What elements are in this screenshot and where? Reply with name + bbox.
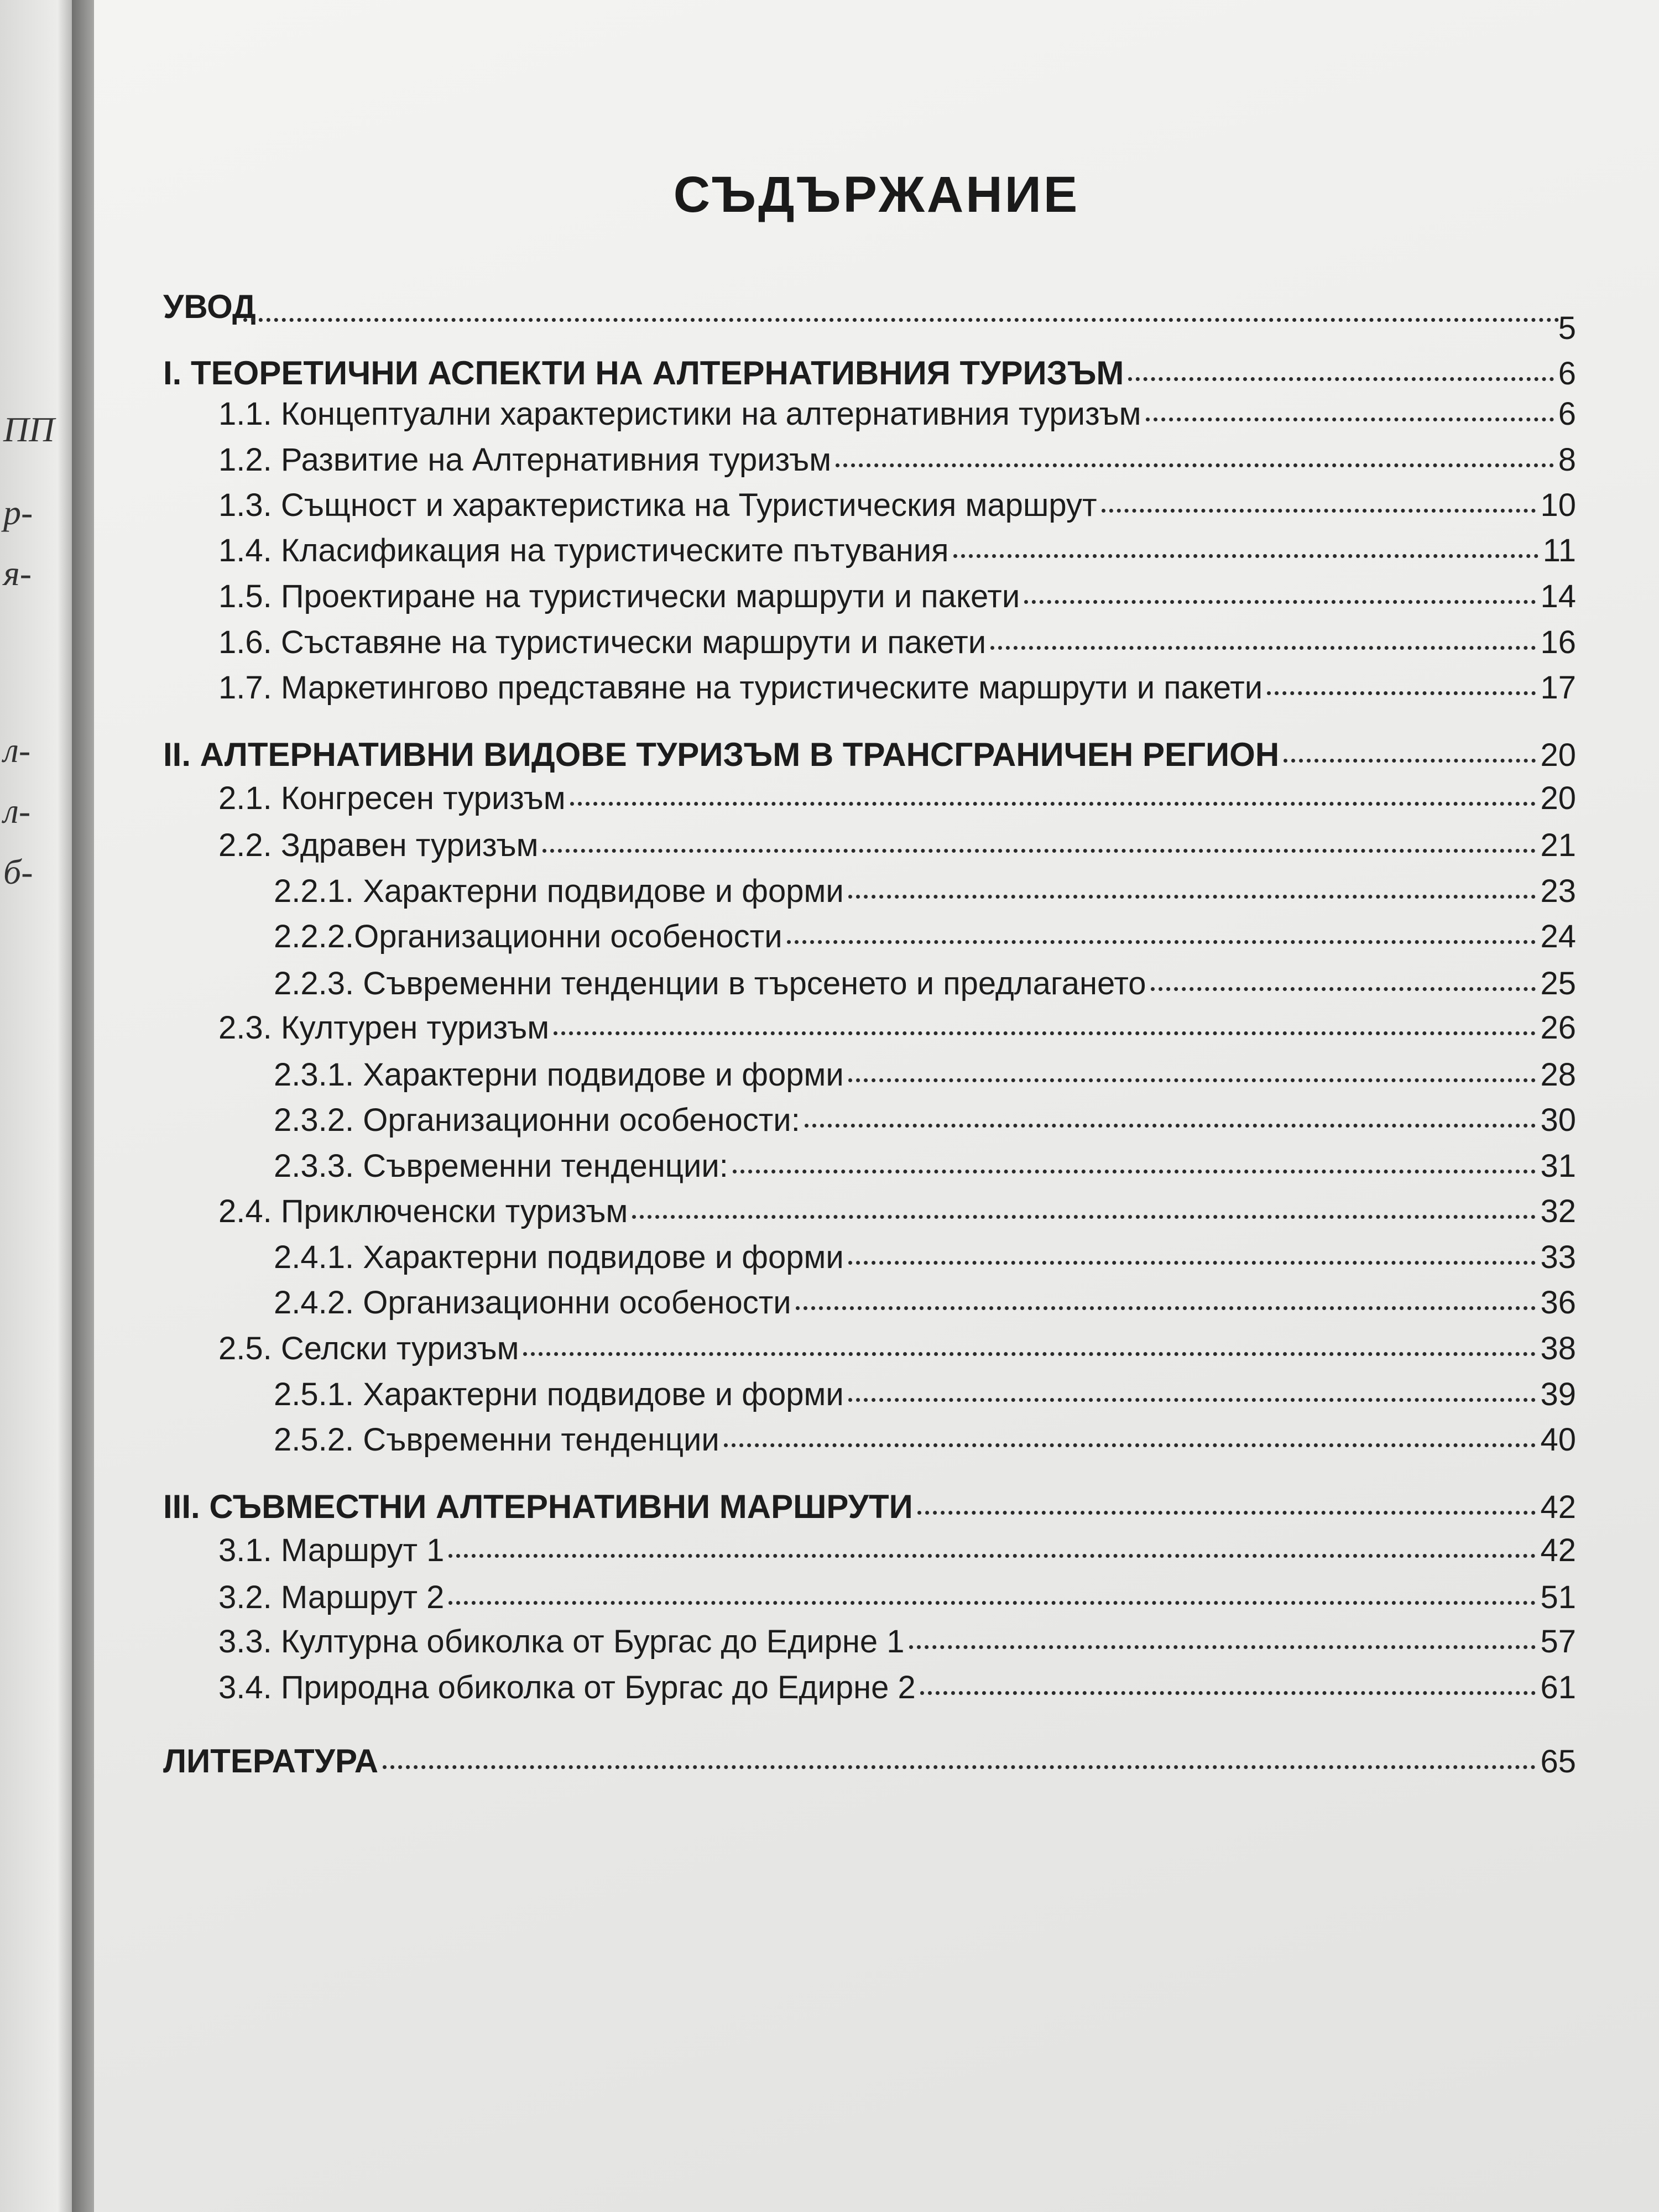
toc-entry: [218, 1330, 1576, 1367]
toc-entry: [218, 578, 1576, 615]
toc-entry-label: 2.2. Здравен туризъм: [218, 827, 539, 863]
toc-entry-page: 10: [1540, 487, 1576, 523]
toc-entry-page: 11: [1542, 533, 1576, 568]
toc-entry-page: 20: [1540, 780, 1576, 816]
toc-dot-leader: [848, 1261, 1536, 1265]
toc-dot-leader: [448, 1554, 1536, 1558]
toc-entry-label: 1.7. Маркетингово представяне на туристическите маршрути и пакети: [218, 670, 1263, 706]
toc-entry-label: 3.4. Природна обиколка от Бургас до Едирне 2: [218, 1670, 916, 1705]
toc-entry-label: 2.5.1. Характерни подвидове и форми: [274, 1376, 844, 1412]
toc-entry: [274, 918, 1576, 955]
facing-page-fragment: р-: [3, 493, 33, 532]
toc-entry-page: 28: [1540, 1057, 1576, 1093]
toc-entry-page: 31: [1540, 1148, 1576, 1184]
toc-entry: [218, 1009, 1576, 1046]
facing-page-fragment: л-: [3, 731, 31, 770]
toc-dot-leader: [848, 1398, 1536, 1402]
toc-entry-label: 3.3. Културна обиколка от Бургас до Едирне 1: [218, 1624, 905, 1660]
toc-dot-leader: [632, 1215, 1536, 1219]
toc-entry: [218, 532, 1576, 569]
facing-page-fragment: ПП: [3, 410, 55, 449]
toc-entry-label: 1.1. Концептуални характеристики на алтернативния туризъм: [218, 396, 1141, 432]
toc-entry-page: 17: [1540, 670, 1576, 706]
toc-dot-leader: [1128, 377, 1553, 381]
toc-entry-page: 8: [1558, 442, 1576, 478]
toc-dot-leader: [542, 849, 1536, 853]
toc-entry: [274, 1421, 1576, 1458]
toc-dot-leader: [917, 1511, 1536, 1515]
toc-entry: [218, 780, 1576, 817]
toc-entry-page: 61: [1540, 1670, 1576, 1705]
toc-entry-page: 16: [1540, 624, 1576, 660]
toc-dot-leader: [733, 1170, 1536, 1173]
toc-dot-leader: [383, 1765, 1536, 1769]
toc-entry: [274, 1056, 1576, 1093]
toc-dot-leader: [570, 802, 1536, 806]
toc-entry: [274, 1147, 1576, 1185]
toc-entry-page: 32: [1540, 1193, 1576, 1229]
toc-entry: [274, 1376, 1576, 1413]
toc-entry: [163, 1488, 1576, 1526]
toc-dot-leader: [448, 1601, 1536, 1605]
toc-entry-label: I. ТЕОРЕТИЧНИ АСПЕКТИ НА АЛТЕРНАТИВНИЯ ТУРИЗЪМ: [163, 354, 1124, 392]
toc-entry: [218, 395, 1576, 432]
facing-page-fragment: л-: [3, 791, 31, 831]
toc-entry-label: 2.3. Културен туризъм: [218, 1010, 550, 1046]
toc-entry-label: 2.1. Конгресен туризъм: [218, 780, 566, 816]
toc-entry-page: 39: [1540, 1376, 1576, 1412]
toc-entry-page: 25: [1540, 966, 1576, 1001]
toc-dot-leader: [1024, 600, 1536, 604]
toc-dot-leader: [990, 646, 1536, 650]
toc-entry: [218, 441, 1576, 478]
toc-entry-page: 36: [1540, 1285, 1576, 1321]
toc-entry-label: 2.3.1. Характерни подвидове и форми: [274, 1057, 844, 1093]
toc-dot-leader: [1284, 759, 1536, 763]
toc-dot-leader: [848, 1078, 1536, 1082]
toc-dot-leader: [724, 1443, 1536, 1447]
toc-entry-label: II. АЛТЕРНАТИВНИ ВИДОВЕ ТУРИЗЪМ В ТРАНСГРАНИЧЕН РЕГИОН: [163, 736, 1280, 773]
toc-dot-leader: [953, 554, 1538, 558]
toc-entry-page: 26: [1540, 1010, 1576, 1046]
toc-entry: [274, 1102, 1576, 1139]
toc-entry-page: 40: [1540, 1422, 1576, 1458]
toc-entry-page: 42: [1540, 1489, 1576, 1525]
toc-dot-leader: [909, 1645, 1536, 1649]
toc-entry: [274, 1284, 1576, 1321]
toc-entry: [218, 1532, 1576, 1569]
toc-entry-page: 42: [1540, 1532, 1576, 1568]
toc-entry-page: 38: [1540, 1331, 1576, 1366]
toc-entry-label: 1.6. Съставяне на туристически маршрути и пакети: [218, 624, 987, 660]
toc-dot-leader: [1151, 987, 1536, 991]
toc-entry-label: 1.3. Същност и характеристика на Туристическия маршрут: [218, 487, 1097, 523]
toc-entry-page: 14: [1540, 578, 1576, 614]
toc-entry-page: 21: [1540, 827, 1576, 863]
toc-entry-page: 23: [1540, 873, 1576, 909]
toc-entry: [274, 1239, 1576, 1276]
toc-entry: [274, 873, 1576, 910]
toc-dot-leader: [1146, 418, 1554, 421]
toc-entry-label: 1.2. Развитие на Алтернативния туризъм: [218, 442, 832, 478]
toc-entry-label: 3.1. Маршрут 1: [218, 1532, 445, 1568]
toc-entry: [163, 735, 1576, 774]
toc-entry-page: 6: [1558, 396, 1576, 432]
toc-entry-page: 51: [1540, 1579, 1576, 1615]
toc-entry: [218, 1623, 1576, 1660]
toc-entry-label: 2.4. Приключенски туризъм: [218, 1193, 628, 1229]
toc-dot-leader: [796, 1306, 1536, 1310]
toc-entry-label: III. СЪВМЕСТНИ АЛТЕРНАТИВНИ МАРШРУТИ: [163, 1488, 913, 1525]
toc-entry: [218, 487, 1576, 524]
toc-entry: [163, 354, 1576, 392]
toc-entry-page: 24: [1540, 919, 1576, 954]
toc-entry-page: 20: [1540, 737, 1576, 773]
page-title: СЪДЪРЖАНИЕ: [673, 166, 1080, 223]
toc-entry-page: 65: [1540, 1744, 1576, 1780]
toc-entry-label: ЛИТЕРАТУРА: [163, 1743, 379, 1780]
toc-entry: [218, 1193, 1576, 1230]
facing-page-fragment: б-: [3, 852, 33, 891]
toc-entry-label: 2.4.1. Характерни подвидове и форми: [274, 1239, 844, 1275]
toc-entry-label: 2.2.3. Съвременни тенденции в търсенето и предлагането: [274, 966, 1146, 1001]
toc-entry: [218, 1579, 1576, 1616]
toc-intro-page: 5: [1558, 310, 1576, 346]
toc-dot-leader: [805, 1124, 1536, 1128]
toc-intro-label: УВОД: [163, 288, 256, 325]
toc-entry: [218, 669, 1576, 706]
toc-entry-label: 1.4. Класификация на туристическите пътувания: [218, 533, 949, 568]
toc-entry-label: 2.4.2. Организационни особености: [274, 1285, 791, 1321]
toc-entry-label: 2.5.2. Съвременни тенденции: [274, 1422, 719, 1458]
toc-entry: [163, 1742, 1576, 1780]
toc-entry-page: 6: [1558, 356, 1576, 392]
toc-entry-label: 2.2.1. Характерни подвидове и форми: [274, 873, 844, 909]
toc-dot-leader: [554, 1031, 1536, 1035]
toc-entry-label: 3.2. Маршрут 2: [218, 1579, 445, 1615]
toc-entry: [218, 1669, 1576, 1706]
toc-dot-leader: [920, 1691, 1536, 1695]
toc-entry-page: 30: [1540, 1102, 1576, 1138]
toc-dot-leader: [523, 1352, 1536, 1356]
toc-entry-page: 33: [1540, 1239, 1576, 1275]
toc-entry-label: 1.5. Проектиране на туристически маршрути и пакети: [218, 578, 1020, 614]
toc-dot-leader: [1267, 691, 1536, 695]
toc-entry: [218, 624, 1576, 661]
toc-dot-leader: [1102, 509, 1536, 513]
toc-dot-leader: [836, 463, 1554, 467]
toc-entry-label: 2.2.2.Организационни особености: [274, 919, 782, 954]
toc-entry: [218, 827, 1576, 864]
toc-dot-leader: [787, 940, 1536, 944]
facing-page-fragment: я-: [3, 554, 32, 593]
toc-entry: [274, 965, 1576, 1002]
toc-entry-label: 2.3.3. Съвременни тенденции:: [274, 1148, 728, 1184]
toc-entry-label: 2.3.2. Организационни особености:: [274, 1102, 800, 1138]
toc-entry-label: 2.5. Селски туризъм: [218, 1331, 519, 1366]
toc-entry-page: 57: [1540, 1624, 1576, 1660]
toc-dot-leader: [848, 895, 1536, 899]
